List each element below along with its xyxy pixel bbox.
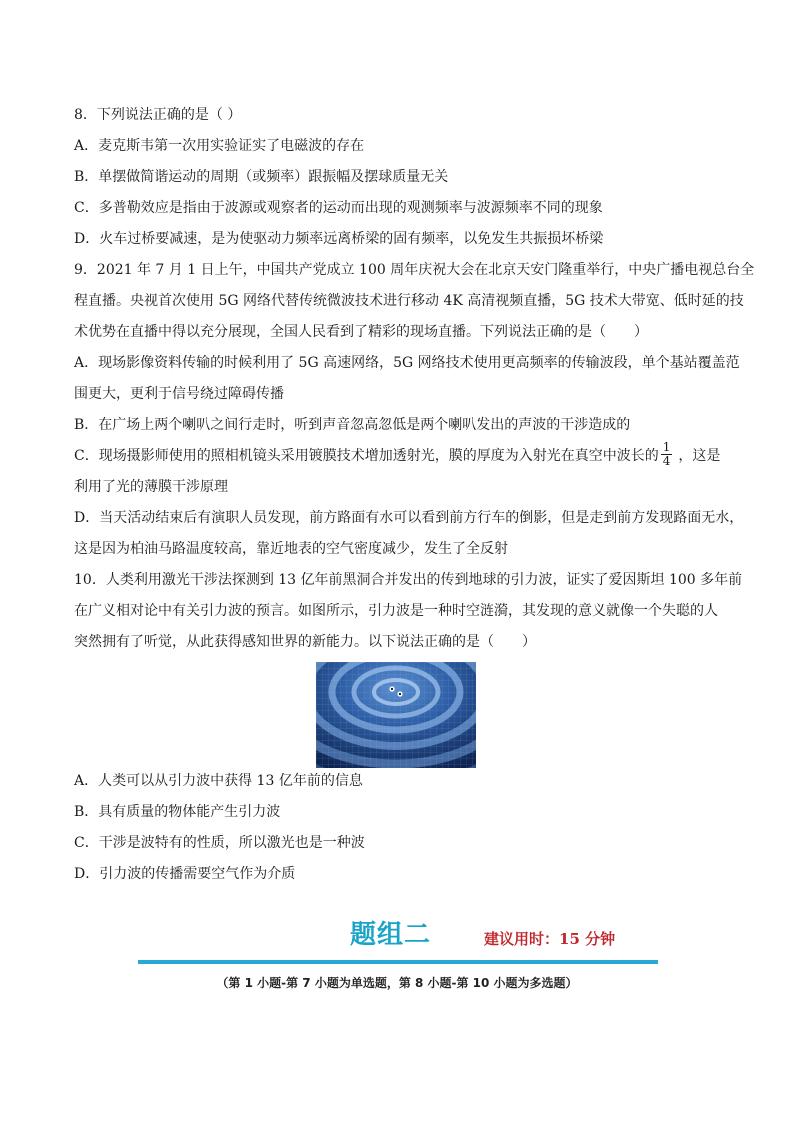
q9-stem-line-1: 9．2021 年 7 月 1 日上午，中国共产党成立 100 周年庆祝大会在北京天安门隆重举行，中央广播电视总台全 <box>74 262 755 278</box>
q10-option-b: B．具有质量的物体能产生引力波 <box>74 804 281 820</box>
question-list <box>74 100 755 890</box>
q9-option-a-line-2: 围更大，更利于信号绕过障碍传播 <box>74 386 284 402</box>
q9-option-c-line-1 <box>74 441 734 472</box>
q10-option-a: A．人类可以从引力波中获得 13 亿年前的信息 <box>74 773 363 789</box>
q8-option-c: C．多普勒效应是指由于波源或观察者的运动而出现的观测频率与波源频率不同的现象 <box>74 200 603 216</box>
q9-option-c-line-2: 利用了光的薄膜干涉原理 <box>74 479 228 495</box>
section-header <box>138 914 658 964</box>
gravitational-wave-image <box>316 662 476 768</box>
q8-option-b: B．单摆做简谐运动的周期（或频率）跟振幅及摆球质量无关 <box>74 169 449 185</box>
quarter-fraction <box>661 441 673 468</box>
fraction-denominator: 4 <box>662 453 671 468</box>
q9-option-d-line-2: 这是因为柏油马路温度较高，靠近地表的空气密度减少，发生了全反射 <box>74 541 508 557</box>
section-note: （第 1 小题-第 7 小题为单选题，第 8 小题-第 10 小题为多选题） <box>216 976 578 990</box>
q9-option-c-text: C．现场摄影师使用的照相机镜头采用镀膜技术增加透射光，膜的厚度为入射光在真空中波长的 <box>74 448 659 464</box>
q8-option-a: A．麦克斯韦第一次用实验证实了电磁波的存在 <box>74 138 365 154</box>
q10-stem-line-1: 10．人类利用激光干涉法探测到 13 亿年前黑洞合并发出的传到地球的引力波，证实了爱因斯坦 100 多年前 <box>74 572 743 588</box>
q9-stem-line-3: 术优势在直播中得以充分展现，全国人民看到了精彩的现场直播。下列说法正确的是（ ） <box>74 324 648 340</box>
fraction-numerator: 1 <box>662 439 671 454</box>
q9-stem-line-2: 程直播。央视首次使用 5G 网络代替传统微波技术进行移动 4K 高清视频直播，5G 技术大带宽、低时延的技 <box>74 293 744 309</box>
q10-stem-line-2: 在广义相对论中有关引力波的预言。如图所示，引力波是一种时空涟漪，其发现的意义就像一个失聪的人 <box>74 603 718 619</box>
q9-option-b: B．在广场上两个喇叭之间行走时，听到声音忽高忽低是两个喇叭发出的声波的干涉造成的 <box>74 417 631 433</box>
section-divider <box>138 960 658 964</box>
q9-option-a-line-1: A．现场影像资料传输的时候利用了 5G 高速网络，5G 网络技术使用更高频率的传输波段，单个基站覆盖范 <box>74 355 740 371</box>
section-title: 题组二 <box>350 920 432 950</box>
q9-option-c-tail: ，这是 <box>678 448 721 464</box>
q10-option-d: D．引力波的传播需要空气作为介质 <box>74 866 296 882</box>
q10-stem-line-3: 突然拥有了听觉，从此获得感知世界的新能力。以下说法正确的是（ ） <box>74 634 536 650</box>
figure-container <box>74 658 734 766</box>
q8-stem: 8．下列说法正确的是（ ） <box>74 107 242 123</box>
q10-option-c: C．干涉是波特有的性质，所以激光也是一种波 <box>74 835 365 851</box>
time-hint: 建议用时：15 分钟 <box>484 930 616 948</box>
q9-option-d-line-1: D．当天活动结束后有演职人员发现，前方路面有水可以看到前方行车的倒影，但是走到前方发现路面无水， <box>74 510 744 526</box>
q8-option-d: D．火车过桥要减速，是为使驱动力频率远离桥梁的固有频率，以免发生共振损坏桥梁 <box>74 231 604 247</box>
